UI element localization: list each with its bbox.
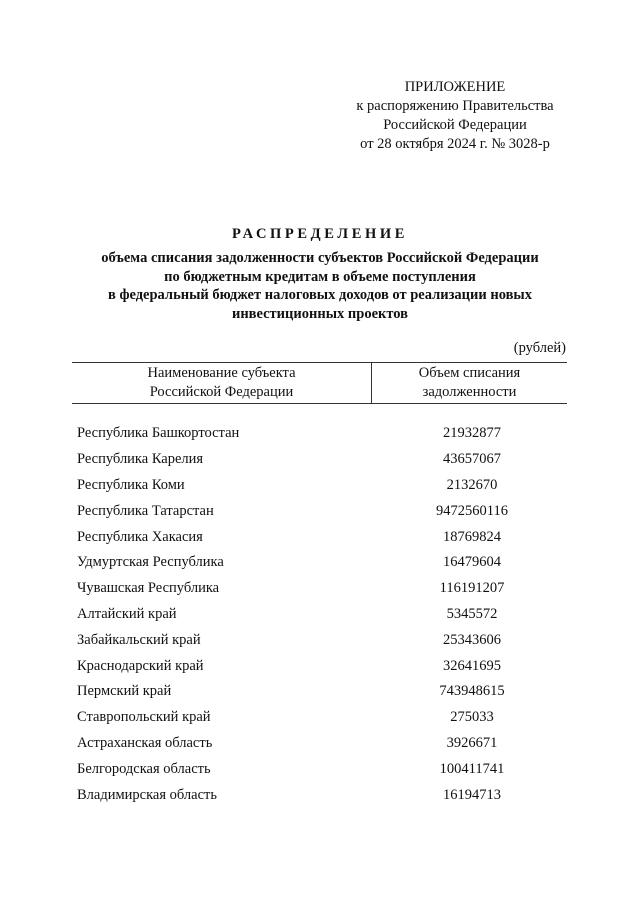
table-row [72,731,567,757]
subject-name: Краснодарский край [77,657,204,674]
subject-name: Ставропольский край [77,709,211,726]
table-row [72,756,567,782]
document-subtitle [60,249,580,323]
writeoff-amount: 16479604 [443,554,501,571]
appendix-block [330,78,580,154]
appendix-reference: к распоряжению Правительства [356,98,554,114]
appendix-date-number: от 28 октября 2024 г. № 3028-р [360,136,550,152]
table-row [72,602,567,628]
table-row [72,550,567,576]
subject-name: Республика Коми [77,476,185,493]
subject-name: Белгородская область [77,760,211,777]
header-subject-line: Наименование субъекта [147,365,296,381]
table-row [72,627,567,653]
writeoff-amount: 275033 [450,709,494,726]
writeoff-amount: 5345572 [446,605,498,622]
subject-name: Чувашская Республика [77,580,220,597]
subject-name: Республика Карелия [77,451,204,468]
writeoff-amount: 3926671 [446,734,498,751]
subject-name: Алтайский край [77,605,177,622]
writeoff-amount: 116191207 [439,580,505,597]
writeoff-amount: 2132670 [446,476,498,493]
writeoff-amount: 32641695 [443,657,501,674]
table-row [72,421,567,447]
document-title: РАСПРЕДЕЛЕНИЕ [232,226,408,242]
writeoff-amount: 16194713 [443,786,501,803]
header-subject-line: Российской Федерации [149,384,294,400]
subtitle-line: по бюджетным кредитам в объеме поступления [164,268,476,285]
writeoff-amount: 743948615 [439,683,505,700]
writeoff-amount: 25343606 [443,631,501,648]
appendix-heading: ПРИЛОЖЕНИЕ [404,79,506,95]
subject-name: Республика Башкортостан [77,425,240,442]
table-row [72,679,567,705]
writeoff-amount: 21932877 [443,425,501,442]
table-body [72,421,567,808]
header-amount-line: задолженности [422,384,517,400]
header-subject-column [72,363,372,403]
subject-name: Пермский край [77,683,172,700]
unit-label: (рублей) [513,340,566,356]
subtitle-line: объема списания задолженности субъектов Российской Федерации [101,250,539,266]
writeoff-amount: 100411741 [439,760,505,777]
table-row [72,705,567,731]
subject-name: Владимирская область [77,786,217,803]
table-row [72,782,567,808]
writeoff-amount: 9472560116 [436,502,508,519]
table-row [72,473,567,499]
subtitle-line: в федеральный бюджет налоговых доходов от реализации новых [107,287,533,303]
table-row [72,653,567,679]
subject-name: Забайкальский край [77,631,201,648]
table-header [72,362,567,404]
subject-name: Астраханская область [77,734,213,751]
table-row [72,524,567,550]
table-row [72,498,567,524]
table-row [72,576,567,602]
subject-name: Республика Татарстан [77,502,214,519]
table-row [72,447,567,473]
subtitle-line: инвестиционных проектов [231,305,409,322]
writeoff-amount: 43657067 [443,451,501,468]
writeoff-amount: 18769824 [443,528,501,545]
subject-name: Республика Хакасия [77,528,203,545]
header-amount-column [372,363,567,403]
header-amount-line: Объем списания [418,365,521,381]
appendix-authority: Российской Федерации [383,117,527,133]
subject-name: Удмуртская Республика [77,554,224,571]
